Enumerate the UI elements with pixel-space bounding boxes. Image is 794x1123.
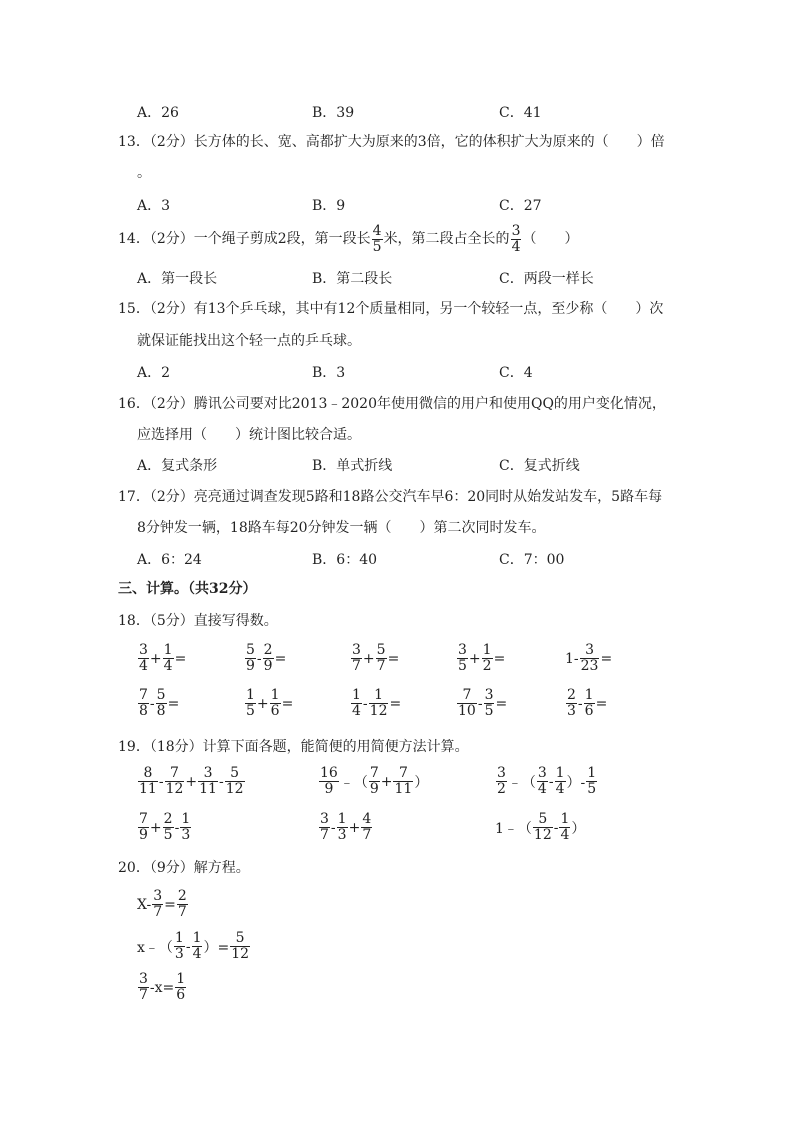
operator: = <box>281 695 294 712</box>
denominator: 5 <box>484 703 494 719</box>
denominator: 2 <box>497 781 506 797</box>
option-c: C．两段一样长 <box>499 271 594 287</box>
fraction <box>163 643 174 674</box>
numerator: 5 <box>156 687 166 703</box>
question-18: 18．（5分）直接写得数。 <box>118 613 278 629</box>
question-17: 17．（2分）亮亮通过调查发现5路和18路公交汽车早6：20同时从始发站发车，5路车每 <box>118 489 663 505</box>
denominator: 5 <box>458 658 467 674</box>
mental-math-item <box>244 688 293 719</box>
option-b: B．单式折线 <box>312 458 393 474</box>
fraction <box>177 889 188 920</box>
denominator: 4 <box>537 781 547 797</box>
operator: - <box>149 695 155 712</box>
operator: x﹣（ <box>137 939 173 956</box>
option-b: B．6：40 <box>312 552 378 568</box>
fraction <box>533 812 553 843</box>
mental-math-item <box>456 643 505 674</box>
fraction <box>496 766 507 797</box>
denominator: 7 <box>153 904 163 920</box>
operator: + <box>468 650 481 667</box>
operator: - <box>256 650 262 667</box>
fraction <box>555 766 566 797</box>
denominator: 4 <box>192 946 202 962</box>
numerator: 1 <box>192 930 202 946</box>
denominator: 3 <box>567 703 576 719</box>
option-b: B．39 <box>312 105 355 121</box>
fraction: $\frac{4}{5}$ <box>372 222 382 255</box>
numerator: 5 <box>376 642 386 658</box>
operator: = <box>387 650 400 667</box>
operator: = <box>389 695 402 712</box>
operator: - <box>185 938 191 955</box>
denominator: 11 <box>199 781 217 797</box>
numerator: 7 <box>369 765 379 781</box>
operator: + <box>149 819 162 836</box>
fraction <box>482 643 493 674</box>
denominator: 7 <box>139 987 148 1003</box>
numerator: 3 <box>458 642 467 658</box>
operator: ） <box>571 820 586 837</box>
operator: = <box>174 650 187 667</box>
mental-math-item <box>244 643 286 674</box>
mental-math-item <box>350 643 399 674</box>
fraction <box>586 766 597 797</box>
operator: X- <box>137 896 152 913</box>
denominator: 3 <box>181 827 191 843</box>
operator: - <box>174 819 180 836</box>
numerator: 1 <box>174 930 184 946</box>
numerator: 3 <box>352 642 361 658</box>
fraction <box>369 688 389 719</box>
numerator: 7 <box>139 811 148 827</box>
fraction <box>457 643 468 674</box>
numerator: 2 <box>177 888 187 904</box>
numerator: 1 <box>163 642 173 658</box>
fraction <box>245 643 256 674</box>
numerator: 1 <box>352 687 361 703</box>
fraction <box>566 688 577 719</box>
calc-expression <box>495 766 598 797</box>
numerator: 2 <box>263 642 273 658</box>
option-a: A．6：24 <box>137 552 202 568</box>
operator: = <box>164 896 176 913</box>
fraction <box>174 931 185 962</box>
denominator: 12 <box>533 827 552 843</box>
fraction: $\frac{3}{4}$ <box>511 222 521 255</box>
numerator: 5 <box>225 766 245 782</box>
operator: + <box>362 650 375 667</box>
denominator: 9 <box>263 658 273 674</box>
numerator: 3 <box>497 765 506 781</box>
numerator: 3 <box>153 888 163 904</box>
numerator: 1 <box>181 811 191 827</box>
option-a: A．2 <box>137 365 171 381</box>
denominator: 12 <box>225 781 244 797</box>
fraction <box>351 688 362 719</box>
question-20: 20．（9分）解方程。 <box>118 860 250 876</box>
denominator: 9 <box>246 658 255 674</box>
mental-math-item <box>137 643 186 674</box>
question-16-continuation: 应选择用（ ）统计图比较合适。 <box>137 427 361 443</box>
operator: ）- <box>566 774 586 791</box>
numerator: 1 <box>270 687 280 703</box>
option-c: C．27 <box>499 198 542 214</box>
calc-expression <box>495 812 585 843</box>
option-c: C．复式折线 <box>499 458 580 474</box>
fraction <box>192 931 203 962</box>
denominator: 7 <box>352 658 361 674</box>
fraction <box>138 766 158 797</box>
numerator: 3 <box>484 687 494 703</box>
operator: = <box>167 695 180 712</box>
option-a: A．3 <box>137 198 171 214</box>
option-b: B．9 <box>312 198 346 214</box>
question-15-continuation: 就保证能找出这个轻一点的乒乓球。 <box>137 333 361 349</box>
denominator: 6 <box>584 703 594 719</box>
fraction <box>152 889 163 920</box>
numerator: 2 <box>567 687 576 703</box>
option-a: A．复式条形 <box>137 458 218 474</box>
numerator: 3 <box>537 765 547 781</box>
denominator: 12 <box>231 946 250 962</box>
option-a: A．第一段长 <box>137 271 218 287</box>
denominator: 5 <box>587 781 597 797</box>
fraction <box>165 766 185 797</box>
question-17-continuation: 8分钟发一辆，18路车每20分钟发一辆（ ）第二次同时发车。 <box>137 520 546 536</box>
fraction <box>163 812 174 843</box>
mental-math-item <box>137 688 179 719</box>
fraction <box>138 688 149 719</box>
denominator: 4 <box>555 781 565 797</box>
denominator: 7 <box>376 658 386 674</box>
option-a: A．26 <box>137 105 179 121</box>
denominator: 4 <box>352 703 361 719</box>
operator: - <box>362 695 368 712</box>
fraction <box>230 931 250 962</box>
denominator: 3 <box>337 827 347 843</box>
question-14 <box>118 222 578 256</box>
option-c: C．7：00 <box>499 552 565 568</box>
denominator: 7 <box>362 827 372 843</box>
option-b: B．第二段长 <box>312 271 393 287</box>
fraction <box>369 766 380 797</box>
fraction <box>319 766 339 797</box>
operator: ） <box>414 774 429 791</box>
denominator: 12 <box>165 781 184 797</box>
option-c: C．4 <box>499 365 533 381</box>
numerator: 1 <box>482 642 492 658</box>
fraction <box>337 812 348 843</box>
mental-math-item <box>565 688 607 719</box>
numerator: 5 <box>246 642 255 658</box>
option-b: B．3 <box>312 365 346 381</box>
operator: = <box>595 695 608 712</box>
numerator: 3 <box>580 643 600 659</box>
equation <box>137 972 187 1003</box>
denominator: 3 <box>174 946 184 962</box>
numerator: 7 <box>139 687 148 703</box>
numerator: 4 <box>362 811 372 827</box>
numerator: 5 <box>230 931 250 947</box>
fraction <box>225 766 245 797</box>
numerator: 2 <box>163 811 173 827</box>
numerator: 3 <box>139 971 148 987</box>
numerator: 16 <box>320 765 338 781</box>
operator: + <box>185 773 198 790</box>
denominator: 7 <box>177 904 187 920</box>
denominator: 8 <box>139 703 148 719</box>
numerator: 1 <box>584 687 594 703</box>
operator: - <box>218 773 224 790</box>
operator: + <box>149 650 162 667</box>
fraction <box>559 812 570 843</box>
equation <box>137 931 251 962</box>
fraction <box>198 766 218 797</box>
denominator: 5 <box>246 703 255 719</box>
calc-expression <box>318 812 373 843</box>
denominator: 12 <box>369 703 388 719</box>
fraction <box>351 643 362 674</box>
question-14-blank: （ ） <box>522 231 579 247</box>
numerator: 1 <box>587 765 597 781</box>
numerator: 7 <box>165 766 185 782</box>
fraction <box>457 688 477 719</box>
denominator: 5 <box>163 827 173 843</box>
fraction <box>270 688 281 719</box>
mental-math-item <box>456 688 507 719</box>
operator: + <box>348 819 361 836</box>
denominator: 11 <box>139 781 157 797</box>
denominator: 10 <box>458 703 476 719</box>
operator: = <box>493 650 506 667</box>
fraction <box>263 643 274 674</box>
fraction <box>156 688 167 719</box>
fraction <box>584 688 595 719</box>
numerator: 1 <box>555 765 565 781</box>
denominator: 23 <box>580 658 599 674</box>
operator: -x= <box>149 979 175 996</box>
question-13: 13．（2分）长方体的长、宽、高都扩大为原来的3倍，它的体积扩大为原来的（ ）倍 <box>118 134 665 150</box>
denominator: 2 <box>482 658 492 674</box>
operator: + <box>380 773 393 790</box>
denominator: 9 <box>139 827 148 843</box>
question-16: 16．（2分）腾讯公司要对比2013﹣2020年使用微信的用户和使用QQ的用户变化情况， <box>118 396 666 412</box>
section-heading: 三、计算。（共32分） <box>118 581 257 597</box>
numerator: 1 <box>246 687 255 703</box>
denominator: 6 <box>176 987 186 1003</box>
numerator: 1 <box>337 811 347 827</box>
fraction <box>361 812 372 843</box>
operator: = <box>495 695 508 712</box>
option-c: C．41 <box>499 105 542 121</box>
numerator: 3 <box>198 766 218 782</box>
fraction <box>537 766 548 797</box>
fraction <box>393 766 413 797</box>
fraction <box>175 972 186 1003</box>
numerator: 1 <box>560 811 570 827</box>
fraction <box>245 688 256 719</box>
denominator: 4 <box>139 658 148 674</box>
denominator: 9 <box>324 781 334 797</box>
operator: - <box>330 819 336 836</box>
question-14-text: 14．（2分）一个绳子剪成2段，第一段长 <box>118 231 371 247</box>
operator: = <box>600 650 613 667</box>
question-14-text-mid: 米，第二段占全长的 <box>383 231 510 247</box>
numerator: 7 <box>393 766 413 782</box>
operator: 1- <box>565 650 579 667</box>
denominator: 4 <box>163 658 173 674</box>
operator: ）= <box>203 939 230 956</box>
denominator: 9 <box>369 781 379 797</box>
numerator: 3 <box>320 811 329 827</box>
fraction <box>580 643 600 674</box>
operator: + <box>256 695 269 712</box>
operator: - <box>548 773 554 790</box>
question-13-continuation: 。 <box>137 165 151 181</box>
numerator: 7 <box>457 688 477 704</box>
operator: 1﹣（ <box>495 820 532 837</box>
operator: - <box>577 695 583 712</box>
operator: ﹣（ <box>339 774 368 791</box>
fraction <box>319 812 330 843</box>
denominator: 6 <box>270 703 280 719</box>
numerator: 1 <box>369 688 389 704</box>
calc-expression <box>137 766 246 797</box>
operator: = <box>274 650 287 667</box>
numerator: 5 <box>533 812 553 828</box>
fraction <box>138 972 149 1003</box>
fraction <box>138 643 149 674</box>
question-15: 15．（2分）有13个乒乓球，其中有12个质量相同，另一个较轻一点，至少称（ ）次 <box>118 301 664 317</box>
equation <box>137 889 189 920</box>
numerator: 3 <box>139 642 148 658</box>
mental-math-item <box>565 643 612 674</box>
operator: - <box>477 695 483 712</box>
numerator: 1 <box>176 971 186 987</box>
operator: - <box>158 773 164 790</box>
calc-expression <box>318 766 428 797</box>
fraction <box>376 643 387 674</box>
fraction <box>138 812 149 843</box>
fraction <box>180 812 191 843</box>
calc-expression <box>137 812 192 843</box>
operator: - <box>553 819 559 836</box>
denominator: 11 <box>394 781 413 797</box>
operator: ﹣（ <box>507 774 536 791</box>
denominator: 8 <box>156 703 166 719</box>
mental-math-item <box>350 688 401 719</box>
denominator: 4 <box>560 827 570 843</box>
numerator: 8 <box>138 766 158 782</box>
denominator: 7 <box>320 827 329 843</box>
fraction <box>484 688 495 719</box>
question-19: 19．（18分）计算下面各题，能简便的用简便方法计算。 <box>118 739 469 755</box>
